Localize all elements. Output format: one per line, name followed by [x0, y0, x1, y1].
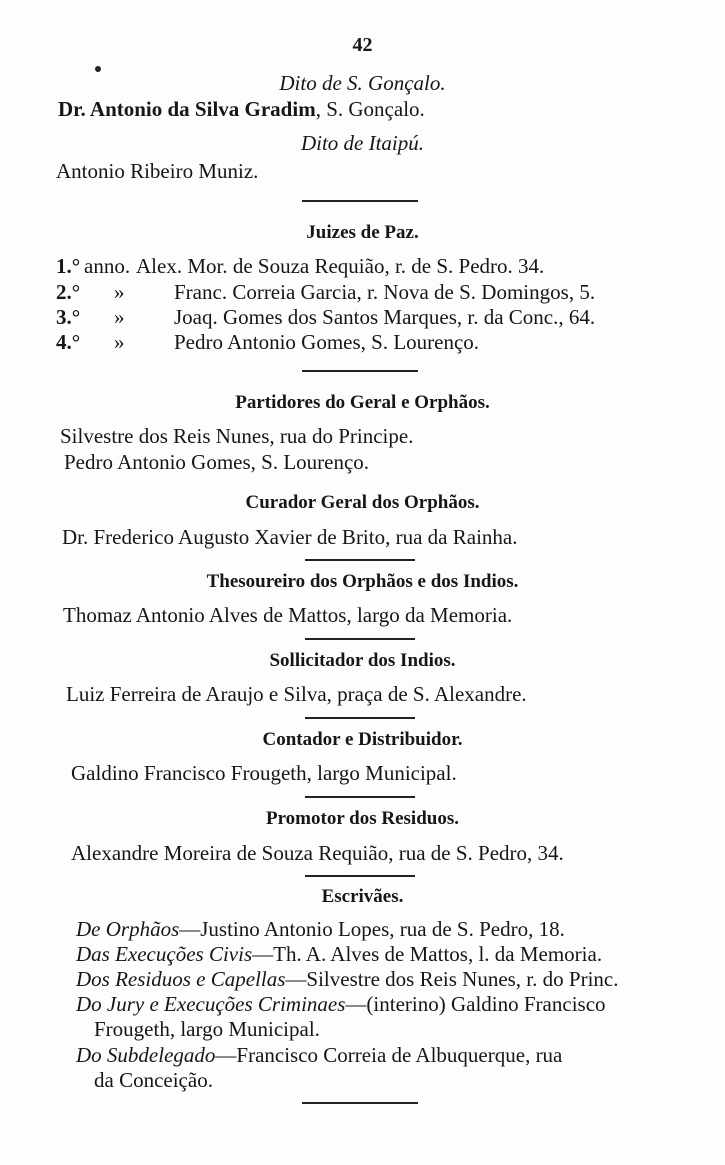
juiz-text: Pedro Antonio Gomes, S. Lourenço.	[174, 330, 480, 354]
juiz-row	[56, 253, 544, 279]
partidor-line: Silvestre dos Reis Nunes, rua do Principe.	[60, 424, 414, 448]
page-number: 42	[352, 34, 373, 56]
escrivao-row	[76, 991, 606, 1017]
juiz-label: »	[114, 280, 125, 304]
heading-dito-goncalo: Dito de S. Gonçalo.	[279, 71, 446, 95]
juiz-text: Alex. Mor. de Souza Requião, r. de S. Pedro. 34.	[136, 254, 545, 278]
heading-dito-itaipu: Dito de Itaipú.	[300, 131, 425, 155]
divider	[302, 200, 418, 202]
juiz-row	[56, 329, 479, 355]
divider	[305, 796, 415, 798]
escrivao-text: —Francisco Correia de Albuquerque, rua	[215, 1043, 563, 1067]
divider	[302, 370, 418, 372]
juiz-text: Franc. Correia Garcia, r. Nova de S. Domingos, 5.	[174, 280, 596, 304]
escrivao-text: —Th. A. Alves de Mattos, l. da Memoria.	[252, 942, 603, 966]
escrivao-office: Do Subdelegado	[76, 1043, 216, 1067]
juiz-label: anno.	[84, 254, 131, 278]
juiz-row	[56, 279, 595, 305]
juiz-label: »	[114, 305, 125, 329]
escrivao-text: —Silvestre dos Reis Nunes, r. do Princ.	[285, 967, 619, 991]
escrivao-office: De Orphãos	[76, 917, 180, 941]
section-title-partidores: Partidores do Geral e Orphãos.	[235, 392, 490, 413]
entry-muniz: Antonio Ribeiro Muniz.	[56, 159, 259, 183]
juiz-ordinal: 2.°	[56, 280, 81, 304]
partidor-line: Pedro Antonio Gomes, S. Lourenço.	[64, 450, 370, 474]
entry-gradim-name: Dr. Antonio da Silva Gradim	[58, 97, 316, 121]
escrivao-row	[76, 1042, 562, 1068]
divider	[305, 875, 415, 877]
escrivao-office: Das Execuções Civis	[76, 942, 253, 966]
section-title-juizes: Juizes de Paz.	[306, 222, 419, 243]
section-title-curador: Curador Geral dos Orphãos.	[245, 492, 480, 513]
sollicitador-line: Luiz Ferreira de Araujo e Silva, praça de S. Alexandre.	[66, 682, 527, 706]
entry-gradim	[58, 96, 425, 122]
section-title-promotor: Promotor dos Residuos.	[265, 808, 459, 829]
juiz-ordinal: 1.°	[56, 254, 81, 278]
section-title-escrivaes: Escrivães.	[321, 886, 404, 907]
juiz-ordinal: 3.°	[56, 305, 81, 329]
juiz-row	[56, 304, 595, 330]
escrivao-row	[76, 966, 618, 992]
divider	[305, 638, 415, 640]
section-title-contador: Contador e Distribuidor.	[262, 729, 463, 750]
escrivao-row	[76, 916, 565, 942]
divider	[305, 559, 415, 561]
curador-line: Dr. Frederico Augusto Xavier de Brito, rua da Rainha.	[62, 525, 518, 549]
divider	[305, 717, 415, 719]
promotor-line: Alexandre Moreira de Souza Requião, rua de S. Pedro, 34.	[71, 841, 564, 865]
contador-line: Galdino Francisco Frougeth, largo Municipal.	[71, 761, 457, 785]
thesoureiro-line: Thomaz Antonio Alves de Mattos, largo da Memoria.	[63, 603, 513, 627]
section-title-sollicitador: Sollicitador dos Indios.	[269, 650, 456, 671]
juiz-label: »	[114, 330, 125, 354]
escrivao-text: —Justino Antonio Lopes, rua de S. Pedro, 18.	[179, 917, 565, 941]
divider	[302, 1102, 418, 1104]
section-title-thesoureiro: Thesoureiro dos Orphãos e dos Indios.	[206, 571, 519, 592]
escrivao-row-continuation: da Conceição.	[94, 1068, 213, 1092]
escrivao-office: Dos Residuos e Capellas	[76, 967, 286, 991]
entry-gradim-rest: , S. Gonçalo.	[315, 97, 425, 121]
escrivao-row-continuation: Frougeth, largo Municipal.	[94, 1017, 320, 1041]
juiz-ordinal: 4.°	[56, 330, 81, 354]
escrivao-row	[76, 941, 602, 967]
juiz-text: Joaq. Gomes dos Santos Marques, r. da Conc., 64.	[174, 305, 596, 329]
escrivao-office: Do Jury e Execuções Criminaes	[76, 992, 346, 1016]
escrivao-text: —(interino) Galdino Francisco	[345, 992, 606, 1016]
